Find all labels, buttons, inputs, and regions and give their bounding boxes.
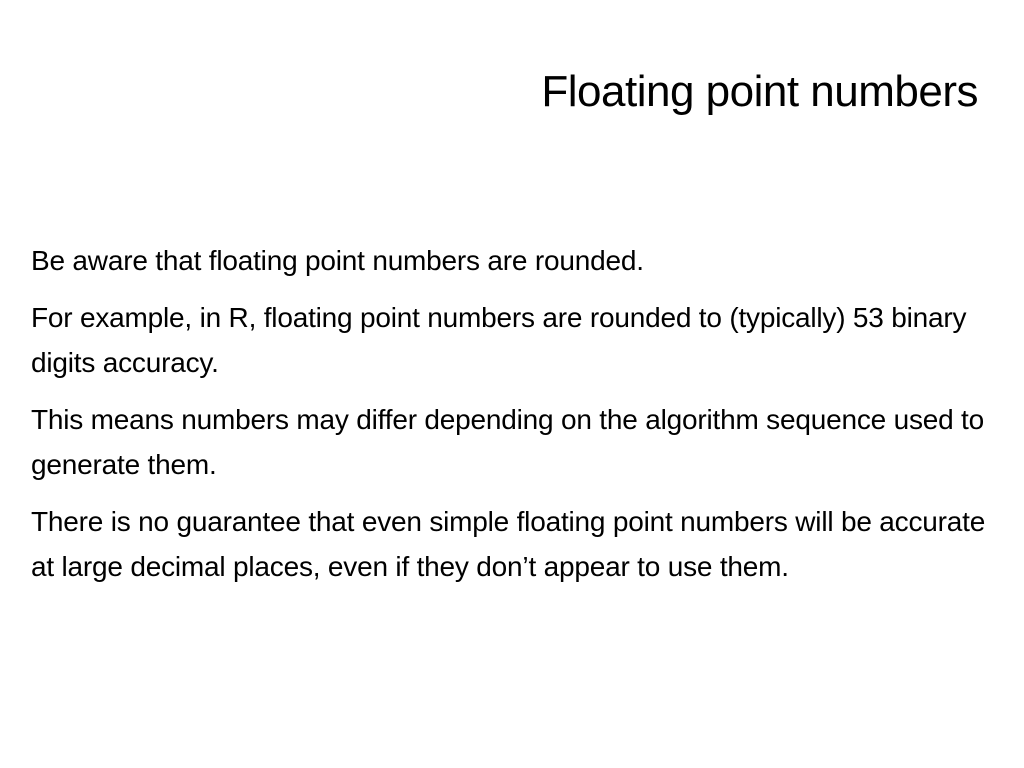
- paragraph-r-example: For example, in R, floating point numbers are rounded to (typically) 53 binary digits accuracy.: [31, 302, 967, 378]
- slide-body: [31, 238, 991, 601]
- slide-title: Floating point numbers: [541, 67, 978, 116]
- paragraph-algorithm-sequence: This means numbers may differ depending on the algorithm sequence used to generate them.: [31, 404, 985, 480]
- paragraph-rounding: Be aware that floating point numbers are rounded.: [31, 245, 644, 276]
- paragraph-no-guarantee: There is no guarantee that even simple floating point numbers will be accurate at large decimal places, even if they don’t appear to use them.: [31, 506, 986, 582]
